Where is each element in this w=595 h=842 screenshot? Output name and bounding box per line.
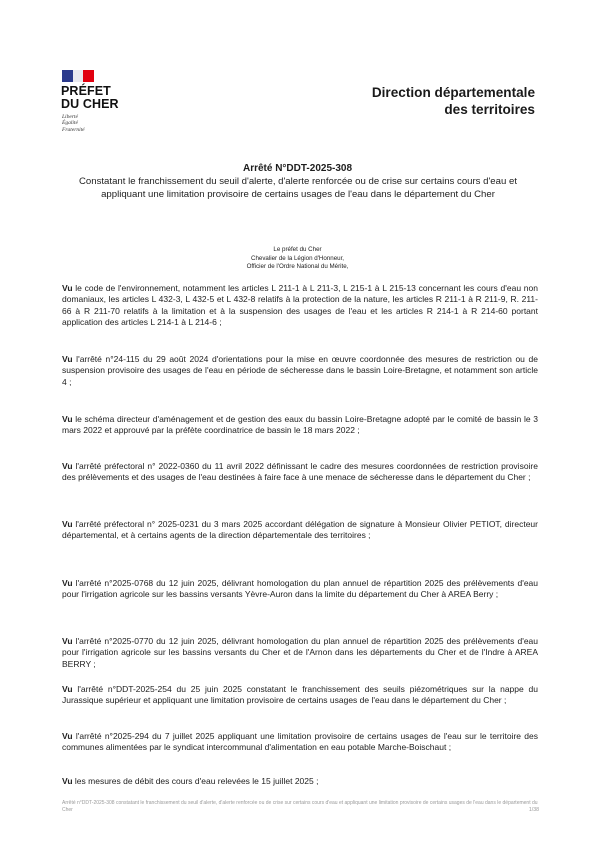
vu-text: l'arrêté n°2025-294 du 7 juillet 2025 appliquant une limitation provisoire de certains usages de l'eau sur le territoire des communes alimentées par le syndicat intercommunal d'alimentation en eau potable Marche-Boischaut ; [62, 731, 538, 753]
arrete-subtitle: Constatant le franchissement du seuil d'alerte, d'alerte renforcée ou de crise sur certains cours d'eau et appliquant une limitation provisoire de certains usages de l'eau dans le département du Cher [79, 176, 517, 200]
direction-line-2: des territoires [444, 102, 535, 117]
vu-lead: Vu [62, 461, 73, 471]
prefet-line-2: DU CHER [61, 97, 119, 111]
vu-paragraph-1 [62, 283, 538, 328]
vu-paragraph-6 [62, 578, 538, 601]
vu-text: le code de l'environnement, notamment les articles L 211-1 à L 211-3, L 215-1 à L 215-13 concernant les cours d'eau non domaniaux, les articles L 432-3, L 432-5 et L 432-8 relatifs à la protection de la nature, les articles R 211-1 à R 211-9, R. 211-66 à R 211-70 relatifs à la limitation et à la suspension des usages de l'eau et les articles R 214-1 à R 214-60 portant application des articles L 214-1 à L 214-6 ; [62, 283, 538, 327]
motto-fraternite: Fraternité [62, 126, 85, 133]
vu-text: les mesures de débit des cours d'eau relevées le 15 juillet 2025 ; [72, 776, 319, 786]
vu-paragraph-5 [62, 519, 538, 542]
direction-heading [372, 84, 535, 118]
flag-white-stripe [73, 70, 83, 82]
vu-paragraph-9 [62, 731, 538, 754]
prefet-line-1: PRÉFET [61, 84, 111, 98]
vu-lead: Vu [62, 636, 73, 646]
vu-lead: Vu [62, 283, 73, 293]
motto-liberte: Liberté [62, 114, 78, 120]
signatory-line-2: Chevalier de la Légion d'Honneur, [250, 254, 345, 262]
vu-lead: Vu [62, 414, 73, 424]
vu-paragraph-7 [62, 636, 538, 670]
direction-line-1: Direction départementale [371, 85, 535, 100]
vu-lead: Vu [62, 578, 73, 588]
prefet-block [61, 85, 119, 111]
vu-text: le schéma directeur d'aménagement et de gestion des eaux du bassin Loire-Bretagne adopté par le comité de bassin le 3 mars 2022 et approuvé par la préfète coordinatrice de bassin le 18 mars 2022 ; [62, 414, 538, 436]
motto-egalite: Égalité [62, 120, 78, 127]
page-footer: Arrêté n°DDT-2025-308 constatant le franchissement du seuil d'alerte, d'alerte renforcée ou de crise sur certains cours d'eau et appliquant une limitation provisoire de certains usages de l'eau dans le département du Cher [62, 800, 538, 813]
vu-text: l'arrêté n°24-115 du 29 août 2024 d'orientations pour la mise en œuvre coordonnée des mesures de restriction ou de suspension provisoire des usages de l'eau en période de sécheresse dans le bassin Loire-Bretagne, et notamment son article 4 ; [62, 354, 538, 387]
flag-blue-stripe [62, 70, 73, 82]
flag-red-stripe [83, 70, 94, 82]
vu-paragraph-2 [62, 354, 538, 388]
signatory-line-3: Officier de l'Ordre National du Mérite, [246, 263, 349, 270]
vu-text: l'arrêté n°DDT-2025-254 du 25 juin 2025 constatant le franchissement des seuils piézométriques sur la nappe du Jurassique supérieur et appliquant une limitation provisoire de certains usages de l'eau dans le département du Cher ; [62, 684, 538, 706]
vu-text: l'arrêté préfectoral n° 2022-0360 du 11 avril 2022 définissant le cadre des mesures coordonnées de restriction provisoire des prélèvements et des usages de l'eau destinées à faire face à une menace de sécheresse dans le département du Cher ; [62, 461, 538, 483]
vu-lead: Vu [62, 731, 73, 741]
vu-text: l'arrêté n°2025-0768 du 12 juin 2025, délivrant homologation du plan annuel de répartition 2025 des prélèvements d'eau pour l'irrigation agricole sur les bassins versants Yèvre-Auron dans la limite du département du Cher à AREA Berry ; [62, 578, 538, 600]
vu-lead: Vu [62, 519, 73, 529]
vu-paragraph-8 [62, 684, 538, 707]
vu-lead: Vu [62, 354, 73, 364]
page-number: 1/38 [528, 807, 539, 813]
vu-lead: Vu [62, 776, 73, 786]
vu-text: l'arrêté n°2025-0770 du 12 juin 2025, délivrant homologation du plan annuel de répartition 2025 des prélèvements d'eau pour l'irrigation agricole sur les bassins versants du Cher et de l'Arnon dans les départements du Cher et de l'Indre à AREA BERRY ; [62, 636, 538, 669]
signatory-block [0, 246, 595, 272]
marianne-flag-logo [62, 70, 94, 82]
vu-paragraph-4 [62, 461, 538, 484]
vu-paragraph-3 [62, 414, 538, 437]
vu-paragraph-10 [62, 776, 538, 787]
arrete-number: Arrêté N°DDT-2025-308 [242, 163, 353, 174]
vu-text: l'arrêté préfectoral n° 2025-0231 du 3 mars 2025 accordant délégation de signature à Monsieur Olivier PETIOT, directeur départemental, et à certains agents de la direction départementale des territoires ; [62, 519, 538, 541]
republic-motto [62, 114, 85, 133]
signatory-line-1: Le préfet du Cher [273, 246, 322, 253]
vu-lead: Vu [62, 684, 73, 694]
